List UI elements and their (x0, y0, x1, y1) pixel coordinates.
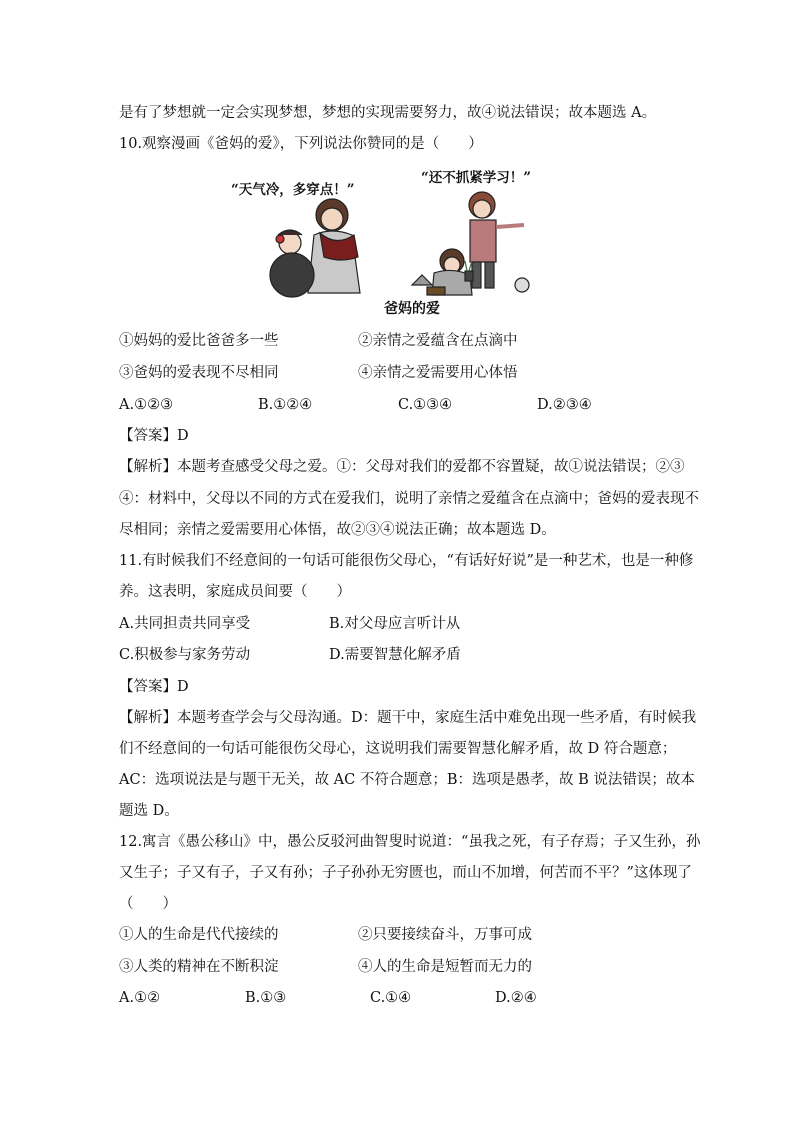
explanation-line: 题选 D。 (119, 803, 179, 819)
explanation-line: AC：选项说法是与题干无关，故 AC 不符合题意；B：选项是愚孝，故 B 说法错误；故本 (119, 772, 695, 788)
choice-c: C.①④ (370, 990, 412, 1006)
choice-b: B.①③ (245, 990, 287, 1006)
question-11-cont: 养。这表明，家庭成员间要（ ） (119, 584, 351, 600)
answer-11: 【答案】D (119, 679, 189, 695)
text-line: 是有了梦想就一定会实现梦想，梦想的实现需要努力，故④说法错误；故本题选 A。 (119, 105, 657, 121)
choice-b: B.①②④ (258, 397, 313, 413)
choice-d: D.需要智慧化解矛盾 (329, 647, 461, 663)
child-figure (270, 230, 314, 297)
explanation-line: ④：材料中，父母以不同的方式在爱我们，说明了亲情之爱蕴含在点滴中；爸妈的爱表现不 (119, 491, 699, 507)
choice-b: B.对父母应言听计从 (329, 616, 461, 632)
question-10: 10.观察漫画《爸妈的爱》，下列说法你赞同的是（ ） (119, 136, 483, 152)
explanation-line: 【解析】本题考查感受父母之爱。①：父母对我们的爱都不容置疑，故①说法错误；②③ (119, 459, 685, 475)
choice-c: C.积极参与家务劳动 (119, 647, 251, 663)
choice-d: D.②③④ (537, 397, 592, 413)
choice-c: C.①③④ (398, 397, 453, 413)
explanation-line: 【解析】本题考查学会与父母沟通。D：题干中，家庭生活中难免出现一些矛盾，有时候我 (119, 710, 697, 726)
question-12: 12.寓言《愚公移山》中，愚公反驳河曲智叟时说道：“虽我之死，有子存焉；子又生孙，孙 (119, 834, 701, 850)
option-item: ②亲情之爱蕴含在点滴中 (358, 333, 518, 349)
option-item: ①人的生命是代代接续的 (119, 927, 279, 943)
explanation-line: 尽相同；亲情之爱需要用心体悟，故②③④说法正确；故本题选 D。 (119, 522, 556, 538)
question-12-cont: 又生子；子又有子，子又有孙；子子孙孙无穷匮也，而山不加增，何苦而不平？”这体现了 (119, 865, 692, 881)
mother-figure (308, 199, 360, 293)
father-figure (469, 192, 524, 288)
option-item: ②只要接续奋斗，万事可成 (358, 927, 532, 943)
choice-a: A.①② (119, 990, 161, 1006)
option-item: ③人类的精神在不断积淀 (119, 959, 279, 975)
explanation-line: 们不经意间的一句话可能很伤父母心，这说明我们需要智慧化解矛盾，故 D 符合题意； (119, 741, 677, 757)
speech-bubble-father: “还不抓紧学习！” (421, 170, 532, 186)
choice-d: D.②④ (495, 990, 537, 1006)
question-12-cont: （ ） (119, 896, 177, 912)
option-item: ④人的生命是短暂而无力的 (358, 959, 532, 975)
cartoon-caption: 爸妈的爱 (384, 301, 440, 317)
choice-a: A.①②③ (119, 397, 174, 413)
speech-bubble-mother: “天气冷，多穿点！” (231, 182, 355, 198)
option-item: ①妈妈的爱比爸爸多一些 (119, 333, 279, 349)
choice-a: A.共同担责共同享受 (119, 616, 251, 632)
answer-10: 【答案】D (119, 428, 189, 444)
option-item: ④亲情之爱需要用心体悟 (358, 365, 518, 381)
question-11: 11.有时候我们不经意间的一句话可能很伤父母心，“有话好好说”是一种艺术，也是一种修 (119, 553, 694, 569)
option-item: ③爸妈的爱表现不尽相同 (119, 365, 279, 381)
